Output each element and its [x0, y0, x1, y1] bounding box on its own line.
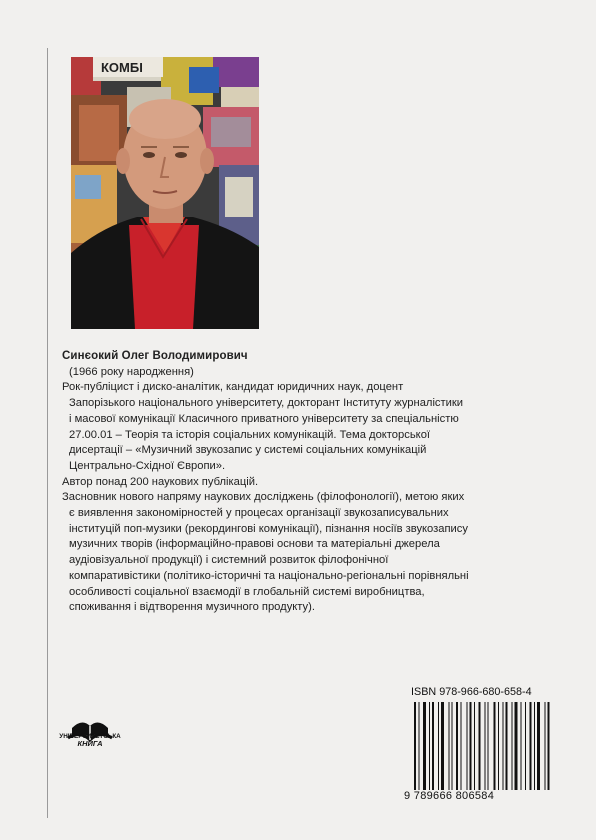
publisher-line1: УНІВЕРСИТЕТСЬКА [59, 733, 121, 740]
bio-line: Запорізького національного університету, докторант Інституту журналістики [69, 397, 464, 410]
bio-line: музичних творів (інформаційно-правові основи та матеріальні джерела [69, 538, 440, 551]
bio-line: Центрально-Східної Європи». [69, 459, 226, 472]
bio-line: дисертації – «Музичний звукозапис у системі соціальних комунікацій [69, 444, 427, 457]
bio-line: споживання і відтворення музичного продукту). [69, 601, 315, 614]
bio-line: є виявлення закономірностей у процесах організації звукозаписувальних [69, 507, 449, 520]
bio-line: аудіовізуальної продукції) і системний розвиток філофонічної [69, 554, 389, 567]
bio-line: компаративістики (політико-історичні та національно-регіональні порівняльні [69, 569, 469, 582]
author-name: Синєокий Олег Володимирович [62, 350, 248, 362]
author-photo [71, 57, 259, 329]
bio-line: Автор понад 200 наукових публікацій. [62, 475, 259, 488]
bio-line: Засновник нового напряму наукових досліджень (філофонології), метою яких [62, 491, 465, 504]
photo-sign-text: КОМБІ [101, 60, 143, 75]
publisher-line2: КНИГА [77, 738, 103, 748]
author-bio [62, 349, 532, 616]
bio-line: особливості соціальної взаємодії в глобальній системі виробництва, [69, 585, 425, 598]
author-birth: (1966 року народження) [69, 365, 194, 378]
bio-line: 27.00.01 – Теорія та історія соціальних комунікацій. Тема докторської [69, 428, 431, 441]
bio-line: інституцій поп-музики (рекордингові комунікації), пізнання носіїв звукозапису [69, 522, 468, 535]
barcode-digits: 9 789666 806584 [404, 790, 495, 802]
publisher-logo-text [58, 734, 122, 747]
vertical-rule [47, 48, 48, 818]
barcode-icon [414, 702, 551, 790]
bio-line: Рок-публіцист і диско-аналітик, кандидат юридичних наук, доцент [62, 381, 404, 394]
bio-line: і масової комунікації Класичного приватного університету за спеціальністю [69, 412, 459, 425]
isbn: ISBN 978-966-680-658-4 [411, 686, 532, 698]
